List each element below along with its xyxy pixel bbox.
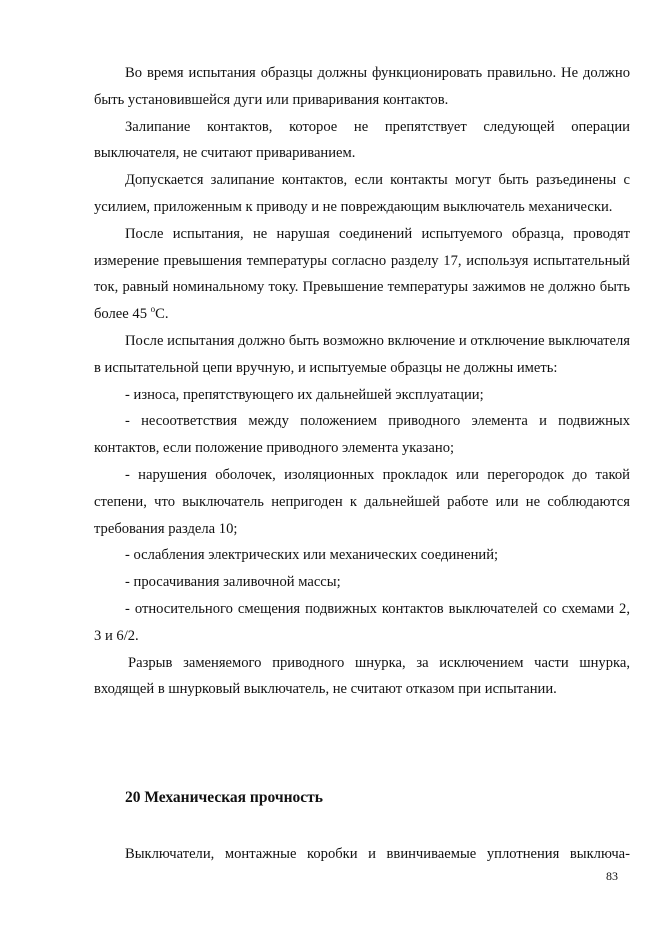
- section-heading: 20 Механическая прочность: [125, 789, 323, 806]
- paragraph-operation: Во время испытания образцы должны функционировать правильно. Не должно быть установившейся дуги или приваривания контактов.: [94, 65, 630, 108]
- paragraph-temperature-text: После испытания, не нарушая соединений испытуемого образца, проводят измерение превышения температуры согласно разделу 17, используя испытательный ток, равный номинальному току. Превышение температуры зажимов не должно быть более 45: [94, 225, 630, 323]
- section-body-text: [94, 841, 630, 868]
- page-number: 83: [606, 869, 618, 883]
- paragraph-sticking: Залипание контактов, которое не препятствует следующей операции выключателя, не считают привариванием.: [94, 118, 630, 162]
- paragraph-mechanical-strength: Выключатели, монтажные коробки и ввинчиваемые уплотнения выключа-: [125, 846, 630, 862]
- paragraph-temperature-rise: [94, 221, 630, 328]
- list-item-loosening: - ослабления электрических или механических соединений;: [125, 547, 499, 564]
- list-item-enclosure-damage: - нарушения оболочек, изоляционных прокладок или перегородок до такой степени, что выключатель непригоден к дальнейшей работе или не соблюдаются требования раздела 10;: [94, 466, 630, 537]
- paragraph-sticking-allowed: Допускается залипание контактов, если контакты могут быть разъединены с усилием, приложенным к приводу и не повреждающим выключатель механически.: [94, 172, 630, 215]
- list-item-contact-displacement: - относительного смещения подвижных контактов выключателей со схемами 2, 3 и 6/2.: [94, 600, 630, 644]
- temperature-unit: С.: [155, 306, 169, 323]
- body-text: [94, 60, 630, 703]
- list-item-mismatch: - несоответствия между положением приводного элемента и подвижных контактов, если положение приводного элемента указано;: [94, 413, 630, 457]
- paragraph-after-test: После испытания должно быть возможно включение и отключение выключателя в испытательной цепи вручную, и испытуемые образцы не должны иметь:: [94, 332, 630, 376]
- list-item-wear: - износа, препятствующего их дальнейшей эксплуатации;: [125, 386, 484, 403]
- degree-superscript: o: [150, 304, 156, 315]
- paragraph-cord-break: Разрыв заменяемого приводного шнурка, за исключением части шнурка, входящей в шнурковый выключатель, не считают отказом при испытании.: [94, 654, 630, 698]
- list-item-compound-leak: - просачивания заливочной массы;: [125, 574, 341, 591]
